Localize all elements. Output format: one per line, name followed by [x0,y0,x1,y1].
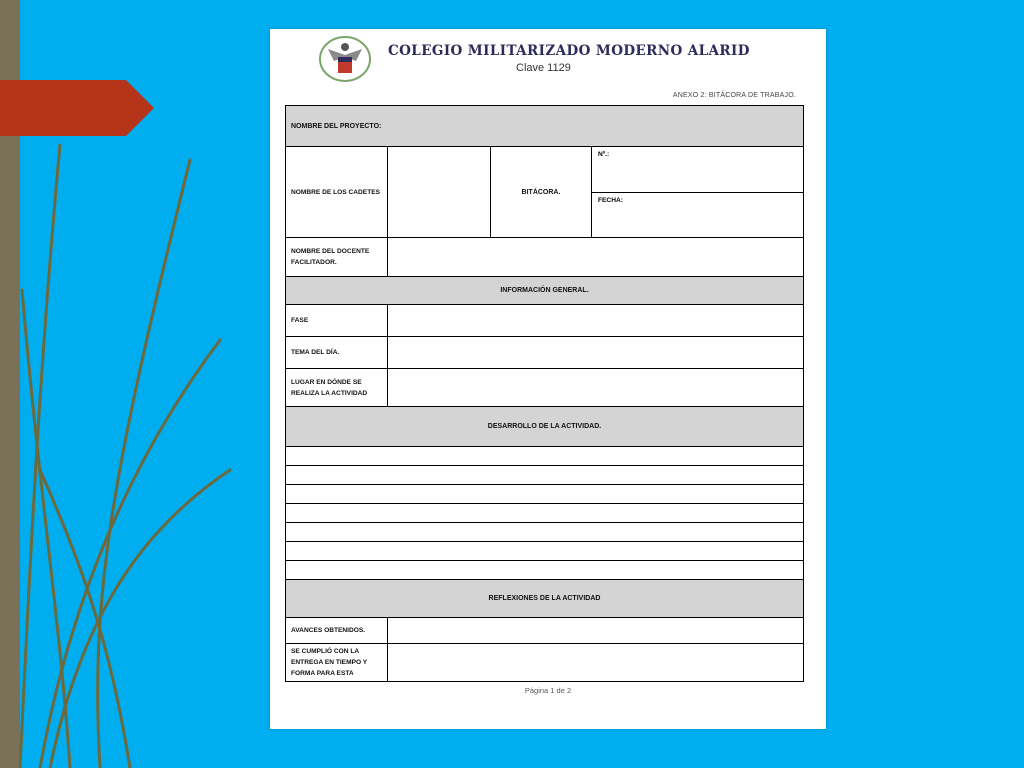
delivery-label: SE CUMPLIÓ CON LA ENTREGA EN TIEMPO Y FORMA PARA ESTA [286,644,388,681]
development-line[interactable] [286,561,803,580]
place-label: LUGAR EN DÓNDE SE REALIZA LA ACTIVIDAD [286,369,388,406]
reflections-header-row [286,580,803,618]
delivery-field[interactable] [388,644,803,681]
school-name: COLEGIO MILITARIZADO MODERNO ALARID [388,43,750,59]
phase-row [286,305,803,337]
date-label: FECHA: [598,196,623,204]
progress-field[interactable] [388,618,803,643]
annex-title: ANEXO 2: BITÁCORA DE TRABAJO. [672,92,796,99]
project-name-row [286,106,803,147]
page-number: Página 1 de 2 [524,686,572,695]
cadets-label: NOMBRE DE LOS CADETES [286,147,388,237]
cadets-field[interactable] [388,147,491,237]
topic-row [286,337,803,369]
development-line[interactable] [286,485,803,504]
progress-row [286,618,803,644]
project-name-label: NOMBRE DEL PROYECTO: [291,122,382,130]
number-date-group [592,147,803,237]
school-crest-icon [318,35,372,83]
logbook-form [285,105,804,682]
delivery-row [286,644,803,681]
general-info-header: INFORMACIÓN GENERAL. [500,287,589,294]
development-header: DESARROLLO DE LA ACTIVIDAD. [487,423,602,430]
place-row [286,369,803,407]
development-line[interactable] [286,523,803,542]
development-line[interactable] [286,504,803,523]
development-line[interactable] [286,542,803,561]
topic-label: TEMA DEL DÍA. [286,337,388,368]
school-code: Clave 1129 [516,62,571,74]
development-header-row [286,407,803,447]
phase-label: FASE [286,305,388,336]
progress-label: AVANCES OBTENIDOS. [286,618,388,643]
development-line[interactable] [286,447,803,466]
topic-field[interactable] [388,337,803,368]
document-page [270,29,826,729]
place-field[interactable] [388,369,803,406]
teacher-label: NOMBRE DEL DOCENTE FACILITADOR. [286,238,388,276]
bitacora-label: BITÁCORA. [491,147,592,237]
reflections-header: REFLEXIONES DE LA ACTIVIDAD [488,595,601,602]
teacher-field[interactable] [388,238,803,276]
teacher-row [286,238,803,277]
cadets-row [286,147,803,238]
general-info-row [286,277,803,305]
phase-field[interactable] [388,305,803,336]
number-label: Nº.: [592,147,803,193]
arrow-tab-shape [0,80,154,136]
development-line[interactable] [286,466,803,485]
